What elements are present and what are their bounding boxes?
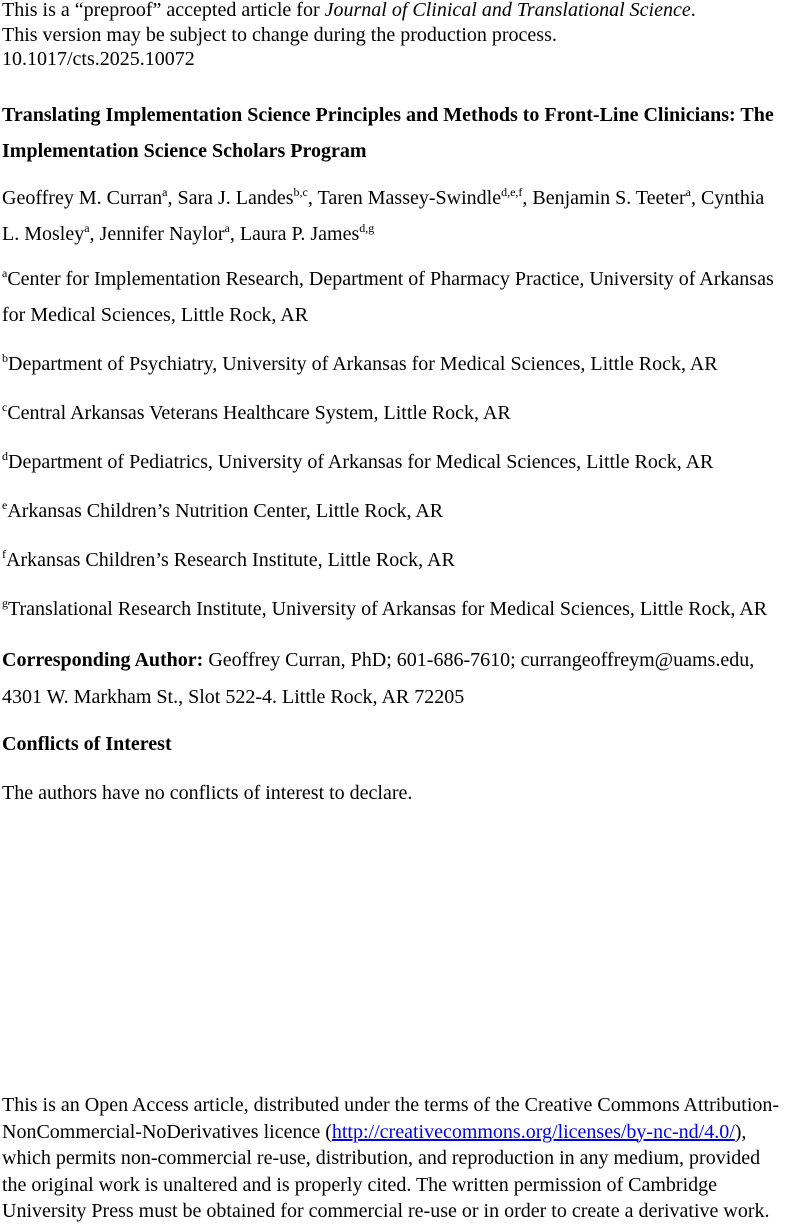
author-name-part: L. Mosley bbox=[2, 223, 85, 245]
license-notice: This is an Open Access article, distributed under the terms of the Creative Commons Attribution- NonCommercial-NoDerivatives licence (http://creativecommons.org/licenses/by-nc-nd/4.0/), which permits non-commercial re-use, distribution, and reproduction in any medium, provided the original work is unaltered and is properly cited. The written permission of Cambridge University Press must be obtained for commercial re-use or in order to create a derivative work. bbox=[2, 1094, 780, 1223]
author-name: Benjamin S. Teeter bbox=[532, 187, 686, 209]
title-line-1: Translating Implementation Science Principles and Methods to Front-Line Clinicians: The bbox=[2, 104, 774, 126]
preproof-notice bbox=[2, 0, 696, 72]
doi: 10.1017/cts.2025.10072 bbox=[2, 48, 195, 70]
author-name: Taren Massey-Swindle bbox=[317, 187, 502, 209]
author-name: Sara J. Landes bbox=[177, 187, 294, 209]
author-affil: a bbox=[84, 221, 90, 235]
author-name-part: Cynthia bbox=[700, 187, 765, 209]
affiliation-d: $^d$Department of Pediatrics, University of Arkansas for Medical Sciences, Little Rock, AR bbox=[2, 449, 714, 473]
notice-line-1: This is a “preproof” accepted article for Journal of Clinical and Translational Science. bbox=[2, 0, 696, 21]
journal-name: Journal of Clinical and Translational Science bbox=[324, 0, 691, 21]
conflicts-heading: Conflicts of Interest bbox=[2, 733, 172, 755]
notice-line-2: This version may be subject to change during the production process. bbox=[2, 23, 557, 46]
author-name: Jennifer Naylor bbox=[99, 223, 225, 245]
author-name: Laura P. James bbox=[239, 223, 360, 245]
affiliation-g: $^g$Translational Research Institute, University of Arkansas for Medical Sciences, Little Rock, AR bbox=[2, 596, 768, 620]
corresponding-author bbox=[2, 648, 754, 709]
author-affil: b,c bbox=[293, 185, 308, 199]
license-link[interactable]: http://creativecommons.org/licenses/by-nc-nd/4.0/ bbox=[331, 1120, 735, 1143]
author-affil: a bbox=[685, 185, 691, 199]
affiliation-a: $^a$Center for Implementation Research, Department of Pharmacy Practice, University of Arkansas for Medical Sciences, Little Rock, AR bbox=[2, 266, 774, 326]
corresponding-label: Corresponding Author: bbox=[2, 649, 204, 671]
author-affil: d,g bbox=[359, 221, 375, 235]
affiliation-b: $^b$Department of Psychiatry, University of Arkansas for Medical Sciences, Little Rock, AR bbox=[2, 351, 718, 375]
affiliation-c: $^c$Central Arkansas Veterans Healthcare System, Little Rock, AR bbox=[2, 400, 511, 424]
author-line-1: Geoffrey M. Curran$^a$, Sara J. Landes$^{b,c}$, Taren Massey-Swindle$^{d,e,f}$, Benjamin S. Teeter$^a$, Cynthia bbox=[2, 185, 765, 209]
author-line-2: L. Mosley$^a$, Jennifer Naylor$^a$, Laura P. James$^{d,g}$ bbox=[2, 221, 375, 245]
title-line-2: Implementation Science Scholars Program bbox=[2, 140, 367, 162]
author-list bbox=[2, 180, 764, 252]
conflicts-text: The authors have no conflicts of interest to declare. bbox=[2, 782, 413, 804]
author-affil: d,e,f bbox=[501, 185, 523, 199]
author-affil: a bbox=[162, 185, 168, 199]
author-name: Geoffrey M. Curran bbox=[2, 187, 163, 209]
affiliation-f: $^f$Arkansas Children’s Research Institute, Little Rock, AR bbox=[2, 547, 455, 571]
affiliation-e: $^e$Arkansas Children’s Nutrition Center, Little Rock, AR bbox=[2, 498, 444, 522]
corresponding-address: 4301 W. Markham St., Slot 522-4. Little Rock, AR 72205 bbox=[2, 686, 465, 708]
corresponding-contact: Geoffrey Curran, PhD; 601-686-7610; currangeoffreym@uams.edu, bbox=[203, 649, 755, 671]
author-affil: a bbox=[224, 221, 230, 235]
article-title bbox=[2, 97, 774, 169]
